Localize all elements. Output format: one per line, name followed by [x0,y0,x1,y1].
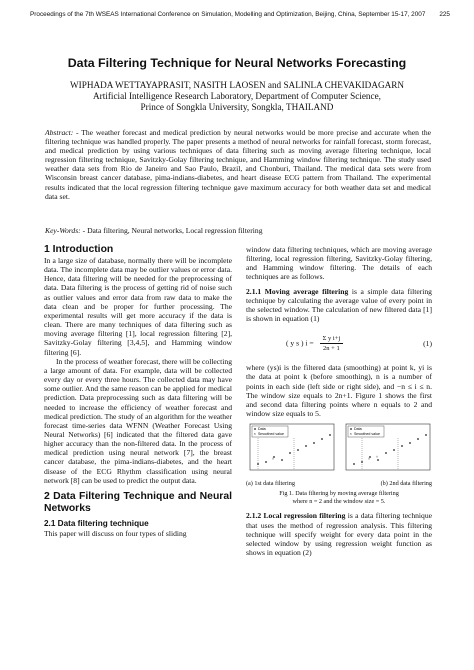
keywords-label: Key-Words: - [45,226,86,235]
figure-caption-line-1: Fig 1. Data filtering by moving average filtering [279,490,399,498]
right-paragraph-1: window data filtering techniques, which are moving average filtering, local regression filtering, Savitzky-Golay filtering, and Hamming window filtering. The details of each techniques are as follows. [246,245,432,282]
subcaption-a: (a) 1st data filtering [246,480,295,488]
legend-a-smoothed-marker: × [253,432,256,437]
running-header [30,11,450,18]
legend-a-data: Data [258,427,266,432]
section-2-1-1-text: is a simple data filtering technique by calculating the average value of every point in the selected window. The calculation of new filtered data [1] is shown in equation (1) [246,286,432,324]
figure-1-subcaptions [246,479,432,488]
author-address: Prince of Songkla University, Songkla, THAILAND [140,102,334,112]
plot-b-points [353,434,427,465]
figure-1-caption [246,490,432,505]
equation-1 [246,326,432,360]
keywords-text: Data filtering, Neural networks, Local regression filtering [87,226,263,235]
section-2-1-heading: 2.1 Data filtering technique [44,518,149,528]
section-2-1-1 [246,287,432,324]
equation-fraction [320,334,344,353]
equation-numerator: Σ y i+j [320,334,344,344]
keywords [45,226,431,235]
legend-a-data-marker [254,428,256,430]
abstract-text: The weather forecast and medical prediction by neural networks would be more precise and accurate when the filtering technique was handled properly. The paper presents a method of neural networks for rainfall forecast, storm forecast, and medical prediction by using various techniques of data filtering such as moving average filtering technique, local regression filtering technique, Savitzky-Golay filtering technique, and Hamming window filtering technique. The study used weather data sets from Rio de Janeiro and Sao Paulo, Brazil, and Chonburi, Thailand. The medical data sets were from Wisconsin breast cancer database, pima-indians-diabetes, and heart disease ECG pattern from Thailand. The experimental results indicated that the local regression filtering technique gave maximum accuracy for both weather data set and medical data set. [45,128,431,201]
equation-number: (1) [423,338,432,348]
left-column [44,244,232,538]
abstract [45,128,431,201]
equation-denominator: 2n + 1 [323,344,340,352]
section-2-1-2-heading: 2.1.2 Local regression filtering [246,511,346,521]
right-column [246,245,432,557]
legend-b-smoothed-marker: × [349,432,352,437]
author-block [0,80,474,113]
intro-paragraph-2: In the process of weather forecast, there will be collecting a large amount of data. For example, data will be collected every day or every three hours. The collected data may have some outlier. And the same reason can be applied for medical prediction. Data preprocessing such as data filtering will be needed to increase the efficiency of weather forecast and medical prediction. The study of an algorithm for the weather forecast time-series data WFNN (Weather Forecast Using Neural Networks) [6] indicated that the filtered data gave higher accuracy than the non-filtered data. In the process of medical prediction using neural network [7], the breast cancer database, the pima-indians-diabetes, and the heart disease of the ECG Rhythm classification using neural network [8] can be used to predict the output data. [44,356,232,485]
section-2-1-1-heading: 2.1.1 Moving average filtering [246,286,349,296]
equation-1-lhs [286,334,343,353]
figure-1 [246,422,432,478]
intro-paragraph-1: In a large size of database, normally there will be incomplete data. The incomplete data may be outlier values or error data. Hence, data filtering will be needed for the preprocessing of data. Data filtering is the process of getting rid of noise such as outlier values and error data from raw data to make the data clean and be proper for further processing. The experimental results will get more accuracy if the data is clean. There are many techniques of data filtering such as moving average filtering [1], local regression filtering [2], Savitzky-Golay filtering [3,4,5], and Hamming window filtering [6]. [44,256,232,357]
figure-1b-plot [342,422,432,478]
plot-b-smoothed-point-2: × [376,455,379,460]
author-affiliation: Artificial Intelligence Research Laboratory, Department of Computer Science, [93,91,381,101]
header-proceedings: Proceedings of the 7th WSEAS International Conference on Simulation, Modelling and Optimization, Beijing, China, September 15-17, 2007 [30,11,426,18]
subcaption-b: (b) 2nd data filtering [380,480,432,488]
where-paragraph: where (ys)i is the filtered data (smoothing) at point k, yi is the data at point k (before smoothing), n is a number of points in each side (left side or right side), and −n ≤ i ≤ n. The window size equals to 2n+1. Figure 1 shows the first and second data filtering points where n equals to 2 and window size equals to 5. [246,363,432,419]
paper-title: Data Filtering Technique for Neural Networks Forecasting [67,56,407,70]
plot-a-smoothed-point: × [272,457,275,462]
header-page-number: 225 [439,11,450,18]
legend-b-data-marker [350,428,352,430]
legend-a-smoothed: Smoothed value [258,432,284,437]
figure-caption-line-2: where n = 2 and the window size = 5. [292,497,386,505]
section-2-heading: 2 Data Filtering Technique and Neural Networks [44,490,232,514]
plot-b-smoothed-point-1: × [368,457,371,462]
author-names: WIPHADA WETTAYAPRASIT, NASITH LAOSEN and SALINLA CHEVAKIDAGARN [69,80,404,90]
section-2-1-text: This paper will discuss on four types of sliding [44,528,187,538]
intro-heading: 1 Introduction [44,244,114,255]
legend-b-data: Data [354,427,362,432]
legend-b-smoothed: Smoothed value [354,432,380,437]
equation-lhs-text: ( y s ) i = [286,338,314,347]
figure-1a-plot [246,422,336,478]
section-2-1-2-text: is a data filtering technique that uses the method of regression analysis. This filtering technique will specify weight for every data point in the selected window by using regression weight function as shows in equation (2) [246,511,432,557]
abstract-label: Abstract: - [45,128,79,137]
section-2-1-2 [246,511,432,557]
